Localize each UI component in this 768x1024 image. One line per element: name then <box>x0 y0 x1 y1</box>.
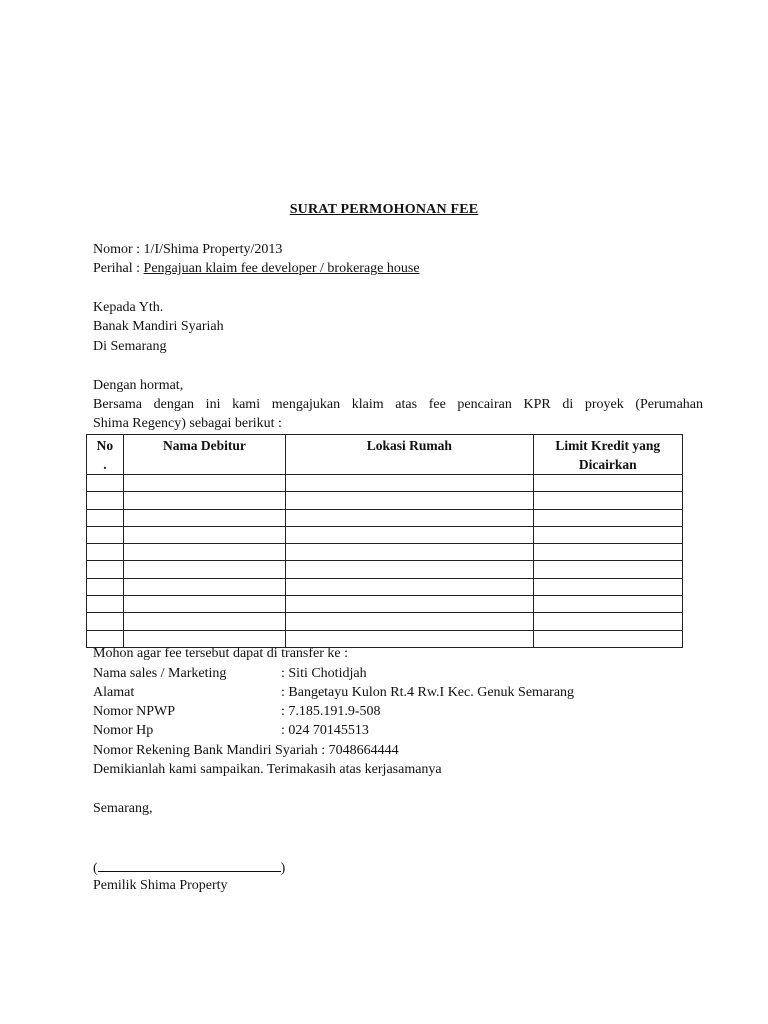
table-cell <box>87 613 124 630</box>
table-cell <box>533 578 682 595</box>
table-row <box>87 544 683 561</box>
closing-line: Demikianlah kami sampaikan. Terimakasih atas kerjasamanya <box>93 762 442 777</box>
detail-value: : Bangetayu Kulon Rt.4 Rw.I Kec. Genuk Semarang <box>281 685 575 700</box>
nomor-line: Nomor : 1/I/Shima Property/2013 <box>93 242 283 257</box>
table-cell <box>533 613 682 630</box>
table-row <box>87 492 683 509</box>
table-row <box>87 613 683 630</box>
recipient-bank: Banak Mandiri Syariah <box>93 319 224 334</box>
table-cell <box>533 492 682 509</box>
place-line: Semarang, <box>93 801 153 816</box>
table-cell <box>286 475 534 492</box>
perihal-line <box>93 259 420 278</box>
table-cell <box>87 475 124 492</box>
table-cell <box>533 544 682 561</box>
greeting: Dengan hormat, <box>93 378 184 393</box>
table-cell <box>533 596 682 613</box>
table-cell <box>87 492 124 509</box>
signature-blank <box>98 857 281 872</box>
recipient-city: Di Semarang <box>93 339 167 354</box>
table-cell <box>533 561 682 578</box>
signer-title: Pemilik Shima Property <box>93 878 228 893</box>
table-row <box>87 578 683 595</box>
table-cell <box>286 509 534 526</box>
col-limit-kredit-header: Limit Kredit yang Dicairkan <box>533 435 682 475</box>
table-cell <box>87 578 124 595</box>
col-lokasi-rumah-header: Lokasi Rumah <box>286 435 534 475</box>
table-row <box>87 561 683 578</box>
table-cell <box>87 509 124 526</box>
letter-title: SURAT PERMOHONAN FEE <box>289 202 479 217</box>
table-cell <box>87 526 124 543</box>
table-cell <box>123 492 285 509</box>
kepada-line: Kepada Yth. <box>93 300 164 315</box>
col-nama-debitur-header: Nama Debitur <box>123 435 285 475</box>
signature-open-paren: ( <box>93 861 98 876</box>
table-cell <box>123 613 285 630</box>
table-cell <box>123 578 285 595</box>
table-cell <box>286 596 534 613</box>
table-cell <box>123 509 285 526</box>
table-cell <box>123 561 285 578</box>
detail-label: Alamat <box>93 685 135 700</box>
table-cell <box>286 492 534 509</box>
table-cell <box>286 544 534 561</box>
detail-value: : 024 70145513 <box>281 723 369 738</box>
detail-label: Nama sales / Marketing <box>93 666 227 681</box>
detail-value: : 7.185.191.9-508 <box>281 704 381 719</box>
table-cell <box>123 544 285 561</box>
table-header-row <box>87 435 683 475</box>
table-cell <box>286 526 534 543</box>
intro-line-2: Shima Regency) sebagai berikut : <box>93 416 282 431</box>
table-cell <box>286 578 534 595</box>
col-no-header: No . <box>87 435 124 475</box>
debtor-table <box>86 434 683 648</box>
table-cell <box>123 526 285 543</box>
signature-close-paren: ) <box>280 861 286 876</box>
signature-line <box>93 857 285 878</box>
table-cell <box>87 544 124 561</box>
rekening-line: Nomor Rekening Bank Mandiri Syariah : 7048664444 <box>93 743 399 758</box>
table-cell <box>533 509 682 526</box>
perihal-value: Pengajuan klaim fee developer / brokerage house <box>143 261 420 276</box>
table-cell <box>87 561 124 578</box>
table-cell <box>286 561 534 578</box>
table-cell <box>123 475 285 492</box>
table-cell <box>286 613 534 630</box>
intro-paragraph <box>93 395 703 433</box>
perihal-label: Perihal : <box>93 261 144 276</box>
table-cell <box>533 526 682 543</box>
transfer-intro: Mohon agar fee tersebut dapat di transfer ke : <box>93 646 349 661</box>
table-row <box>87 475 683 492</box>
table-cell <box>533 630 682 647</box>
table-cell <box>123 596 285 613</box>
detail-value: : Siti Chotidjah <box>281 666 367 681</box>
table-row <box>87 596 683 613</box>
table-row <box>87 509 683 526</box>
table-cell <box>533 475 682 492</box>
table-cell <box>87 596 124 613</box>
table-row <box>87 526 683 543</box>
intro-line-1: Bersama dengan ini kami mengajukan klaim atas fee pencairan KPR di proyek (Perumahan <box>93 397 703 412</box>
detail-label: Nomor Hp <box>93 723 154 738</box>
detail-label: Nomor NPWP <box>93 704 176 719</box>
